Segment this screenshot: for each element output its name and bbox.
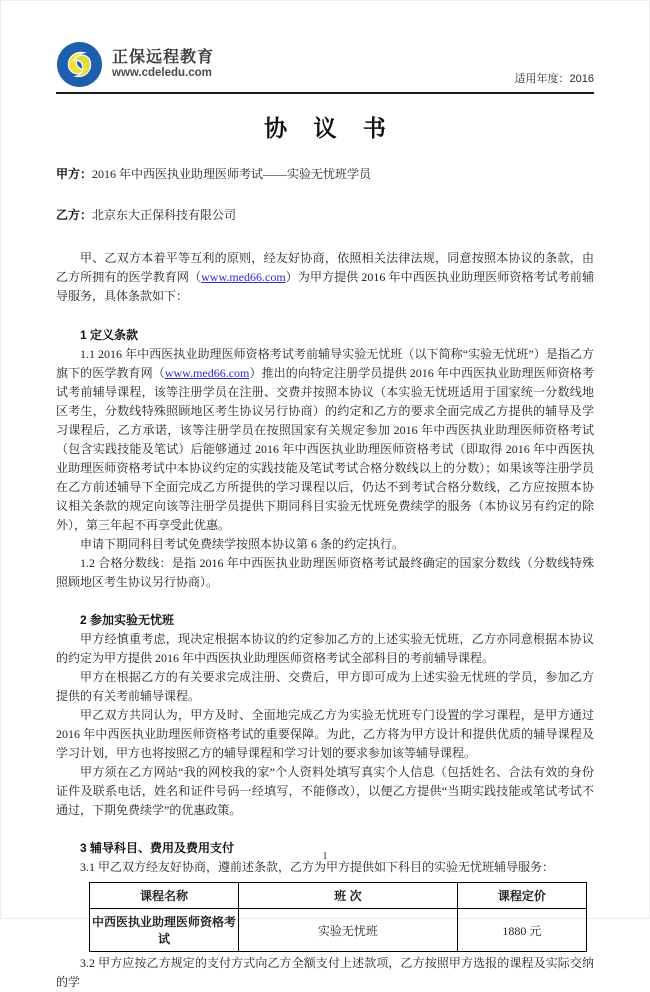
med66-link[interactable]: www.med66.com <box>201 270 286 284</box>
brand-logo <box>56 41 214 88</box>
cdeledu-swirl-logo-icon <box>56 41 103 88</box>
section1-p1-post: ）推出的向特定注册学员提供 2016 年中西医执业助理医师资格考试考前辅导课程，该等注册学员在注册、交费并按照本协议（本实验无忧班适用于国家统一分数线地区考生，分数线特殊照顾地区考生协议另行协商）的约定和乙方的要求全面完成乙方提供的辅导及学习课程后，乙方承诺，该等注册学员在按照国家有关规定参加 2016 年中西医执业助理医师资格考试（包含实践技能及笔试）后能够通过 2016 年中西医执业助理医师资格考试（即取得 2016 年中西医执业助理医师资格考试中本协议约定的实践技能及笔试考试合格分数线以上的分数）；如果该等注册学员在乙方前述辅导下全面完成乙方所提供的学习课程以后，仍达不到考试合格分数线，乙方应按照本协议相关条款的规定向该等注册学员提供下期同科目实验无忧班免费续学的服务（本协议另有约定的除外），第三年起不再享受此优惠。 <box>56 366 594 532</box>
section1-p1-pre: 1.1 2016 年中西医执业助理医师资格考试考前辅导实验无忧班（以下简称“实验无忧班”）是指乙方旗下的医学教育网（ <box>56 347 594 380</box>
column-header-course-name: 课程名称 <box>90 883 239 909</box>
section3-paragraph-1: 3.1 甲乙双方经友好协商，遵前述条款，乙方为甲方提供如下科目的实验无忧班辅导服务： <box>80 860 555 874</box>
table-row <box>90 909 587 952</box>
document-title: 协 议 书 <box>264 115 396 141</box>
applicable-year-label: 适用年度：2016 <box>514 73 594 85</box>
party-b-value: 北京东大正保科技有限公司 <box>92 208 237 222</box>
party-a-line <box>56 165 594 184</box>
column-header-course-price: 课程定价 <box>457 883 586 909</box>
intro-text-post: ）为甲方提供 2016 年中西医执业助理医师资格考试考前辅导服务，具体条款如下： <box>56 270 594 303</box>
brand-name: 正保远程教育 <box>112 48 215 66</box>
section2-paragraph-3: 甲乙双方共同认为，甲方及时、全面地完成乙方为实验无忧班专门设置的学习课程，是甲方通过 2016 年中西医执业助理医师资格考试的重要保障。为此，乙方将为甲方设计和提供优质的辅导课程及学习计划，甲方也将按照乙方的辅导课程和学习计划的要求参加该等辅导课程。 <box>56 708 594 760</box>
brand-text-block <box>112 49 214 81</box>
section1-paragraph-3: 1.2 合格分数线：是指 2016 年中西医执业助理医师资格考试最终确定的国家分数线（分数线特殊照顾地区考生协议另行协商）。 <box>56 556 594 589</box>
party-a-value: 2016 年中西医执业助理医师考试——实验无忧班学员 <box>92 167 372 181</box>
column-header-class-type: 班 次 <box>239 883 458 909</box>
page-number: 1 <box>322 851 328 862</box>
cell-course-name: 中西医执业助理医师资格考试 <box>90 909 239 952</box>
cell-course-price: 1880 元 <box>457 909 586 952</box>
section1-heading: 1 定义条款 <box>80 328 139 342</box>
party-a-label: 甲方： <box>56 167 93 181</box>
section2-paragraph-2: 甲方在根据乙方的有关要求完成注册、交费后，甲方即可成为上述实验无忧班的学员，参加乙方提供的有关考前辅导课程。 <box>56 670 594 703</box>
section3-paragraph-2: 3.2 甲方应按乙方规定的支付方式向乙方全额支付上述款项，乙方按照甲方选报的课程及实际交纳的学 <box>56 956 594 989</box>
section2-heading: 2 参加实验无忧班 <box>80 613 175 627</box>
med66-link-2[interactable]: www.med66.com <box>164 366 250 380</box>
section1-paragraph-1 <box>56 345 594 535</box>
cell-class-type: 实验无忧班 <box>239 909 458 952</box>
brand-url: www.cdeledu.com <box>112 67 212 80</box>
course-fee-table <box>89 882 587 952</box>
section3-heading: 3 辅导科目、费用及费用支付 <box>80 841 235 855</box>
party-b-label: 乙方： <box>56 208 93 222</box>
intro-paragraph <box>56 249 594 306</box>
table-header-row <box>90 883 587 909</box>
party-b-line <box>56 206 594 225</box>
section1-paragraph-2: 申请下期同科目考试免费续学按照本协议第 6 条的约定执行。 <box>80 537 405 551</box>
section2-paragraph-1: 甲方经慎重考虑，现决定根据本协议的约定参加乙方的上述实验无忧班，乙方亦同意根据本协议的约定为甲方提供 2016 年中西医执业助理医师资格考试全部科目的考前辅导课程。 <box>56 632 594 665</box>
section2-paragraph-4: 甲方须在乙方网站“我的网校我的家”个人资料处填写真实个人信息（包括姓名、合法有效的身份证件及联系电话，姓名和证件号码一经填写，不能修改），以便乙方提供“当期实践技能或笔试考试不通过，下期免费续学”的优惠政策。 <box>56 765 594 817</box>
intro-text-pre: 甲、乙双方本着平等互利的原则，经友好协商，依照相关法律法规，同意按照本协议的条款，由乙方所拥有的医学教育网（ <box>56 251 594 284</box>
document-header <box>56 41 594 94</box>
